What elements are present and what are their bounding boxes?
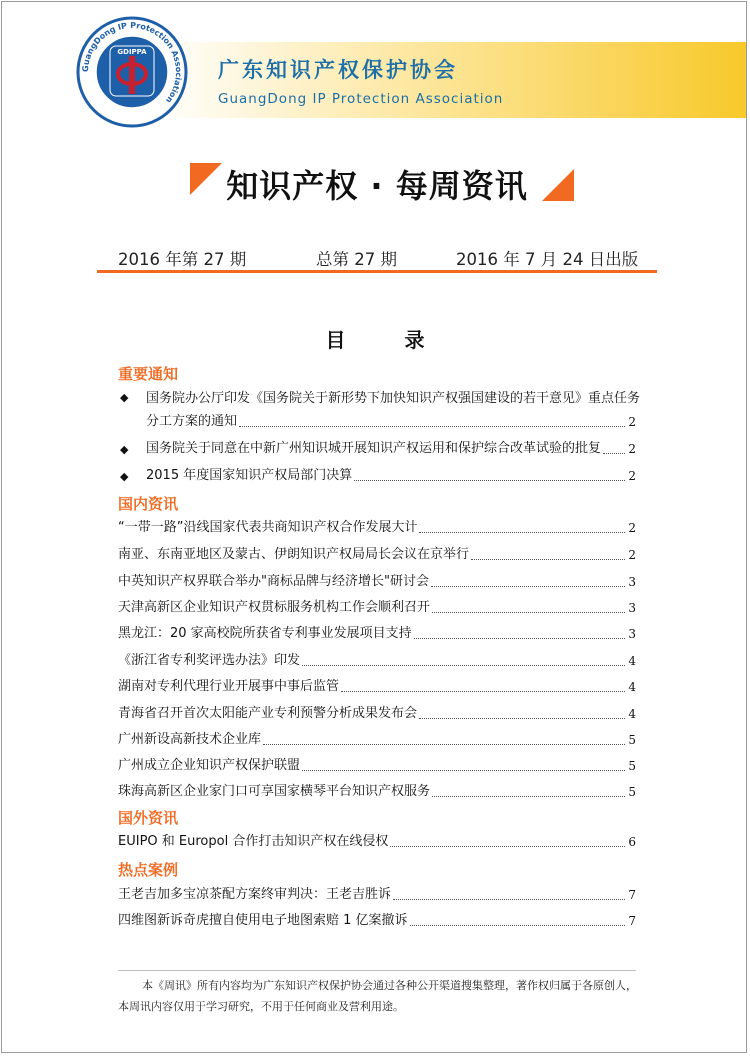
section-heading: 国外资讯 [118, 809, 179, 827]
toc-page-number: 2 [628, 415, 636, 429]
toc-entry-text: 王老吉加多宝凉茶配方案终审判决：王老吉胜诉 [118, 887, 392, 902]
toc-entry[interactable] [118, 705, 636, 723]
toc-page-number: 5 [628, 759, 636, 773]
toc-page-number: 2 [628, 548, 636, 562]
toc-entry-text: 湖南对专利代理行业开展事中事后监管 [118, 679, 340, 694]
toc-entry[interactable] [146, 467, 636, 485]
document-page [1, 1, 747, 1053]
toc-page-number: 2 [628, 442, 636, 456]
toc-entry[interactable] [118, 731, 636, 749]
toc-entry-text: 黑龙江：20 家高校院所获省专利事业发展项目支持 [118, 626, 412, 641]
toc-entry-text: 青海省召开首次太阳能产业专利预警分析成果发布会 [118, 706, 418, 721]
section-heading: 重要通知 [118, 365, 179, 383]
toc-entry[interactable] [118, 886, 636, 904]
issue-year: 2016 年第 27 期 [118, 250, 247, 269]
logo-ring-text: GuangDong IP Protection Association [80, 20, 184, 105]
toc-entry[interactable] [146, 440, 636, 458]
toc-page-number: 2 [628, 521, 636, 535]
toc-entry[interactable] [118, 783, 636, 801]
toc-entry-text: 四维图新诉奇虎擅自使用电子地图索赔 1 亿案撤诉 [118, 913, 408, 928]
toc-page-number: 6 [628, 835, 636, 849]
toc-entry-text: 广州新设高新技术企业库 [118, 732, 262, 747]
toc-entry[interactable] [118, 546, 636, 564]
toc-entry-text: 南亚、东南亚地区及蒙古、伊朗知识产权局局长会议在京举行 [118, 547, 470, 562]
toc-title: 目 录 [325, 328, 451, 352]
toc-page-number: 4 [628, 707, 636, 721]
toc-entry-text: 珠海高新区企业家门口可享国家横琴平台知识产权服务 [118, 784, 431, 799]
toc-entry[interactable] [118, 625, 636, 643]
toc-entry-text: 《浙江省专利奖评选办法》印发 [118, 653, 301, 668]
toc-entry[interactable] [118, 912, 636, 930]
toc-page-number: 5 [628, 733, 636, 747]
title-block [168, 159, 586, 203]
toc-entry[interactable] [118, 652, 636, 670]
toc-entry[interactable] [146, 413, 636, 431]
toc-page-number: 3 [628, 627, 636, 641]
section-heading: 国内资讯 [118, 495, 179, 513]
org-name-en: GuangDong IP Protection Association [218, 91, 504, 107]
toc-page-number: 4 [628, 654, 636, 668]
toc-page-number: 7 [628, 888, 636, 902]
toc-entry[interactable] [118, 599, 636, 617]
toc-entry[interactable] [118, 519, 636, 537]
toc-page-number: 7 [628, 914, 636, 928]
toc-entry-text: 中英知识产权界联合举办"商标品牌与经济增长"研讨会 [118, 574, 429, 589]
toc-entry[interactable] [118, 573, 636, 591]
footer-line: 本周讯内容仅用于学习研究，不用于任何商业及营利用途。 [118, 1000, 404, 1013]
logo-text: GDIPPA [117, 48, 147, 56]
toc-entry-text: “一带一路”沿线国家代表共商知识产权合作发展大计 [118, 520, 418, 535]
toc-page-number: 2 [628, 469, 636, 483]
toc-page-number: 5 [628, 785, 636, 799]
toc-entry-text: EUIPO 和 Europol 合作打击知识产权在线侵权 [118, 834, 389, 849]
page-title: 知识产权 · 每周资讯 [226, 167, 528, 205]
gdippa-logo [76, 16, 188, 128]
diamond-bullet-icon: ◆ [120, 391, 129, 404]
toc-page-number: 3 [628, 575, 636, 589]
toc-entry-text: 2015 年度国家知识产权局部门决算 [146, 468, 353, 483]
footer-disclaimer [118, 975, 648, 1017]
org-name-cn: 广东知识产权保护协会 [218, 58, 458, 82]
diamond-bullet-icon: ◆ [120, 470, 129, 483]
toc-entry-line[interactable]: 国务院办公厅印发《国务院关于新形势下加快知识产权强国建设的若干意见》重点任务 [146, 391, 641, 406]
footer-divider [118, 970, 636, 971]
issue-divider [97, 270, 657, 273]
toc-entry-text: 广州成立企业知识产权保护联盟 [118, 758, 301, 773]
toc-entry-text: 天津高新区企业知识产权贯标服务机构工作会顺利召开 [118, 600, 431, 615]
toc-entry[interactable] [118, 833, 636, 851]
toc-page-number: 3 [628, 601, 636, 615]
section-heading: 热点案例 [118, 861, 179, 879]
issue-date: 2016 年 7 月 24 日出版 [456, 250, 639, 269]
footer-line: 本《周讯》所有内容均为广东知识产权保护协会通过各种公开渠道搜集整理，著作权归属于各原创人， [142, 979, 637, 992]
toc-page-number: 4 [628, 680, 636, 694]
issue-total: 总第 27 期 [316, 250, 397, 269]
toc-entry-text: 国务院关于同意在中新广州知识城开展知识产权运用和保护综合改革试验的批复 [146, 441, 602, 456]
toc-entry[interactable] [118, 678, 636, 696]
diamond-bullet-icon: ◆ [120, 443, 129, 456]
toc-entry-text: 分工方案的通知 [146, 414, 238, 429]
toc-entry[interactable] [118, 757, 636, 775]
